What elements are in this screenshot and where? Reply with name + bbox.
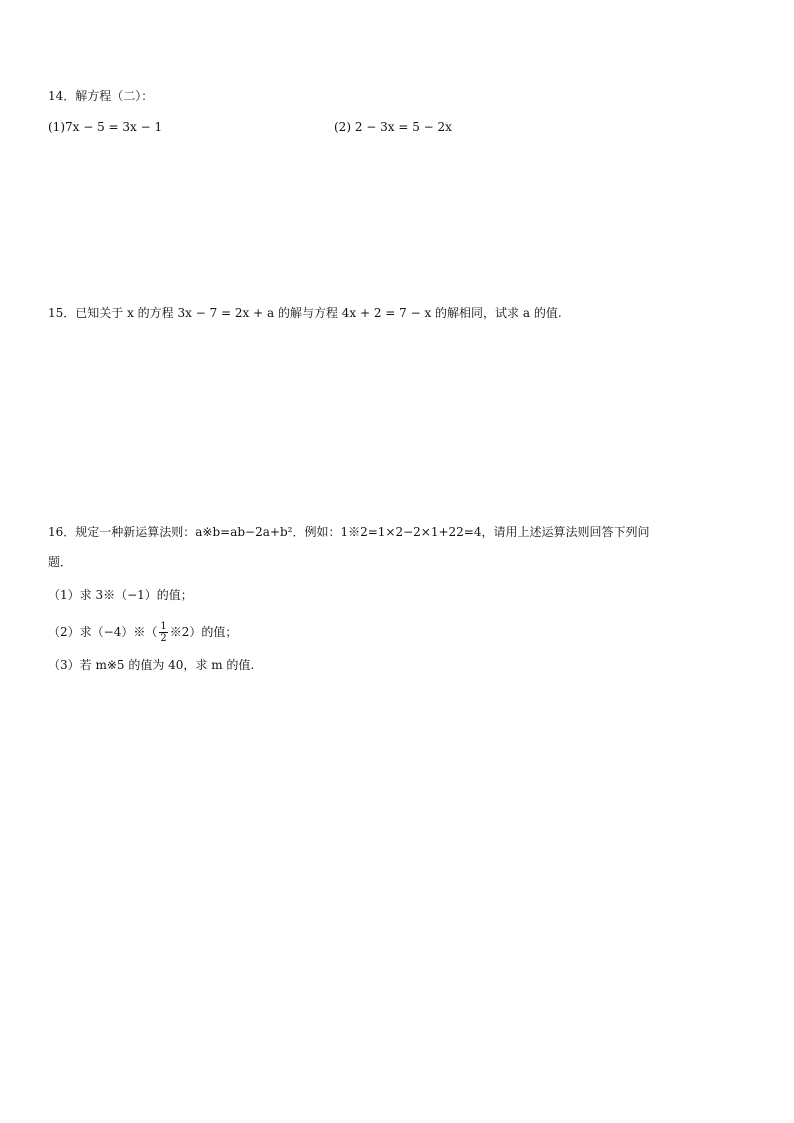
- question-16-part-2-after: ※2）的值；: [169, 625, 238, 639]
- fraction-denominator: 2: [160, 633, 167, 644]
- question-14-title: 14．解方程（二）：: [48, 89, 154, 103]
- question-14-part-2: (2) 2 − 3x = 5 − 2x: [334, 120, 452, 134]
- question-16-line-1: 16．规定一种新运算法则：a※b=ab−2a+b²．例如：1※2=1×2−2×1+22=4，请用上述运算法则回答下列问: [48, 525, 650, 539]
- question-16-part-1: （1）求 3※（−1）的值；: [48, 588, 193, 602]
- question-16-part-2-before: （2）求（−4）※（: [48, 625, 158, 639]
- question-16-part-2: [48, 621, 237, 644]
- question-14-part-1: (1)7x − 5 = 3x − 1: [48, 120, 163, 134]
- question-15-text: 15．已知关于 x 的方程 3x − 7 = 2x + a 的解与方程 4x + 2 = 7 − x 的解相同，试求 a 的值.: [48, 306, 562, 320]
- fraction-numerator: 1: [160, 621, 167, 632]
- question-16-part-3: （3）若 m※5 的值为 40，求 m 的值.: [48, 658, 255, 672]
- question-16-line-2: 题．: [48, 555, 73, 569]
- fraction-one-half: [159, 621, 167, 644]
